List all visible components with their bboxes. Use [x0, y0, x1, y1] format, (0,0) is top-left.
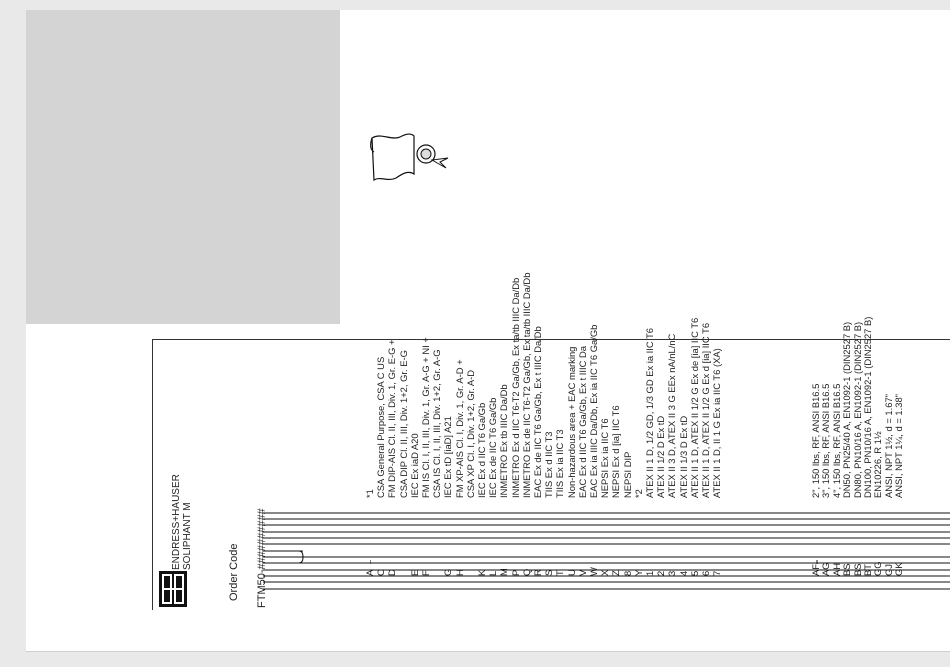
- approval-description: INMETRO Ex d IIC T6-T2 Ga/Gb, Ex ta/tb IIIC Da/Db: [509, 277, 521, 498]
- approval-code: D: [386, 569, 398, 576]
- order-code-label: Order Code: [228, 543, 240, 601]
- certificate-seal-icon: [368, 128, 454, 188]
- approval-description: IEC Ex iaD A20: [408, 433, 420, 498]
- approval-description: CSA DIP Cl. II, III, Div. 1+2, Gr. E-G: [397, 350, 409, 498]
- approval-description: TIIS Ex ia IIC T3: [554, 429, 566, 498]
- approval-description: ATEX II 3 D, ATEX II 3 G EEx nA/nL/nC: [666, 333, 678, 498]
- brand-line-2: SOLIPHANT M: [182, 502, 193, 570]
- approval-code: C: [375, 569, 387, 576]
- approval-code: 2: [655, 570, 667, 576]
- frame-left-line: [152, 339, 153, 610]
- connection-description: 4", 150 lbs, RF, ANSI B16.5: [830, 383, 842, 498]
- approval-description: IEC Ex tD [iaD] A21: [442, 416, 454, 498]
- connection-code: AH: [830, 562, 842, 576]
- frame-top-line: [152, 339, 950, 340]
- connection-description: EN10226, R 1½: [872, 431, 884, 498]
- approval-code: E: [408, 569, 420, 576]
- connection-description: ANSI, NPT 1½, d = 1.67": [882, 394, 894, 498]
- approval-description: ATEX II 1 D, ATEX II 1/2 G Ex d [ia] IIC T6: [700, 322, 711, 498]
- connection-description: DN80, PN10/16 A, EN1092-1 (DIN2527 B): [851, 321, 863, 498]
- connection-code: GK: [893, 562, 905, 576]
- approval-description: CSA XP Cl. I, Div. 1+2, Gr. A-D: [464, 369, 476, 498]
- approval-description: Non-hazardous area + EAC marking: [565, 346, 577, 498]
- connection-code: AG: [820, 562, 832, 576]
- approval-code: 4: [677, 570, 689, 576]
- approval-code: T: [554, 570, 566, 576]
- approval-code: X: [599, 569, 611, 576]
- approval-description: CSA General Purpose, CSA C US: [375, 356, 387, 498]
- approval-code: Q: [520, 568, 532, 576]
- approval-description: IEC Ex de IIC T6 Ga/Gb: [487, 397, 499, 498]
- approval-description: CSA IS Cl. I, II, III, Div. 1+2, Gr. A-G: [431, 349, 443, 498]
- connection-code: GJ: [882, 564, 894, 576]
- approval-description: *2: [632, 489, 644, 498]
- approval-code: G: [442, 568, 454, 576]
- connection-code: BT: [862, 564, 873, 576]
- connection-description: 3", 150 lbs, RF, ANSI B16.5: [820, 383, 832, 498]
- approval-description: FM DIP-AIS Cl. II, III, Div. 1, Gr. E-G +: [386, 339, 398, 498]
- approval-code: H: [453, 569, 465, 576]
- connection-code: GG: [872, 561, 884, 576]
- brand-line-1: ENDRESS+HAUSER: [171, 474, 182, 570]
- approval-code: 6: [700, 570, 711, 576]
- approval-code: P: [509, 569, 521, 576]
- gray-panel: [26, 10, 340, 324]
- page-bottom-line: [26, 651, 950, 652]
- connection-code: BS: [851, 563, 863, 576]
- connection-description: DN50, PN25/40 A, EN1092-1 (DIN2527 B): [841, 321, 853, 498]
- endress-hauser-logo: [159, 571, 187, 607]
- brand-name: [171, 474, 182, 570]
- approval-code: 7: [711, 570, 723, 576]
- approval-description: NEPSI DIP: [621, 451, 633, 498]
- approval-code: 5: [688, 570, 700, 576]
- approval-code: Y: [632, 569, 644, 576]
- product-name: [182, 502, 193, 570]
- approval-description: ATEX II 1/2 D Ex tD: [655, 415, 667, 498]
- approval-code: 8: [621, 570, 633, 576]
- approval-code: F: [420, 570, 431, 576]
- connection-code: BS: [841, 563, 853, 576]
- approval-description: ATEX II 1 D, 1/2 GD, 1/3 GD Ex ia IIC T6: [644, 327, 655, 498]
- approval-code: A: [364, 569, 375, 576]
- approval-description: INMETRO Ex tb IIIC Da/Db: [498, 384, 510, 498]
- approval-code: 3: [666, 570, 678, 576]
- logo-mark-icon: [159, 571, 187, 607]
- approval-description: NEPSI Ex ia IIC T6: [599, 418, 611, 498]
- approval-code: W: [588, 567, 599, 576]
- approval-description: NEPSI Ex d [ia] IIC T6: [610, 405, 622, 498]
- approval-description: ATEX II 1 D, ATEX II 1/2 G Ex de [ia] IIC T6: [688, 317, 700, 498]
- approval-description: *1: [364, 489, 375, 498]
- approval-code: R: [532, 569, 543, 576]
- connection-description: DN100, PN10/16 A, EN1092-1 (DIN2527 B): [862, 316, 873, 498]
- approval-code: V: [576, 569, 588, 576]
- approval-code: L: [487, 570, 499, 576]
- connection-code: AF: [810, 564, 821, 576]
- approval-description: IEC Ex d IIC T6 Ga/Gb: [476, 402, 487, 498]
- approval-description: EAC Ex d IIC T6 Ga/Gb, Ex t IIIC Da: [576, 346, 588, 498]
- approval-code: Z: [610, 570, 622, 576]
- approval-description: EAC Ex de IIC T6 Ga/Gb, Ex t IIIC Da/Db: [532, 326, 543, 498]
- connection-description: ANSI, NPT 1¼, d = 1.38": [893, 394, 905, 498]
- approval-description: ATEX II 1 D, II 1 G Ex ia IIC T6 (XA): [711, 348, 723, 498]
- approval-description: FM XP-AIS Cl. I, Div. 1, Gr. A-D +: [453, 359, 465, 498]
- approval-code: 1: [644, 570, 655, 576]
- order-code-value: FTM50-##########: [256, 508, 268, 608]
- approval-description: EAC Ex ia IIIC Da/Db, Ex ia IIC T6 Ga/Gb: [588, 324, 599, 498]
- connection-description: 2", 150 lbs, RF, ANSI B16.5: [810, 383, 821, 498]
- approval-description: ATEX II 1/3 D Ex tD: [677, 415, 689, 498]
- approval-code: M: [498, 568, 510, 576]
- approval-code: K: [476, 569, 487, 576]
- approval-code: S: [543, 569, 555, 576]
- approval-code: U: [565, 569, 577, 576]
- approval-description: FM IS Cl. I, II, III, Div. 1, Gr. A-G + NI +: [420, 337, 431, 498]
- approval-description: INMETRO Ex de IIC T6-T2 Ga/Gb, Ex ta/tb IIIC Da/Db: [520, 272, 532, 498]
- approval-description: TIIS Ex d IIC T3: [543, 431, 555, 498]
